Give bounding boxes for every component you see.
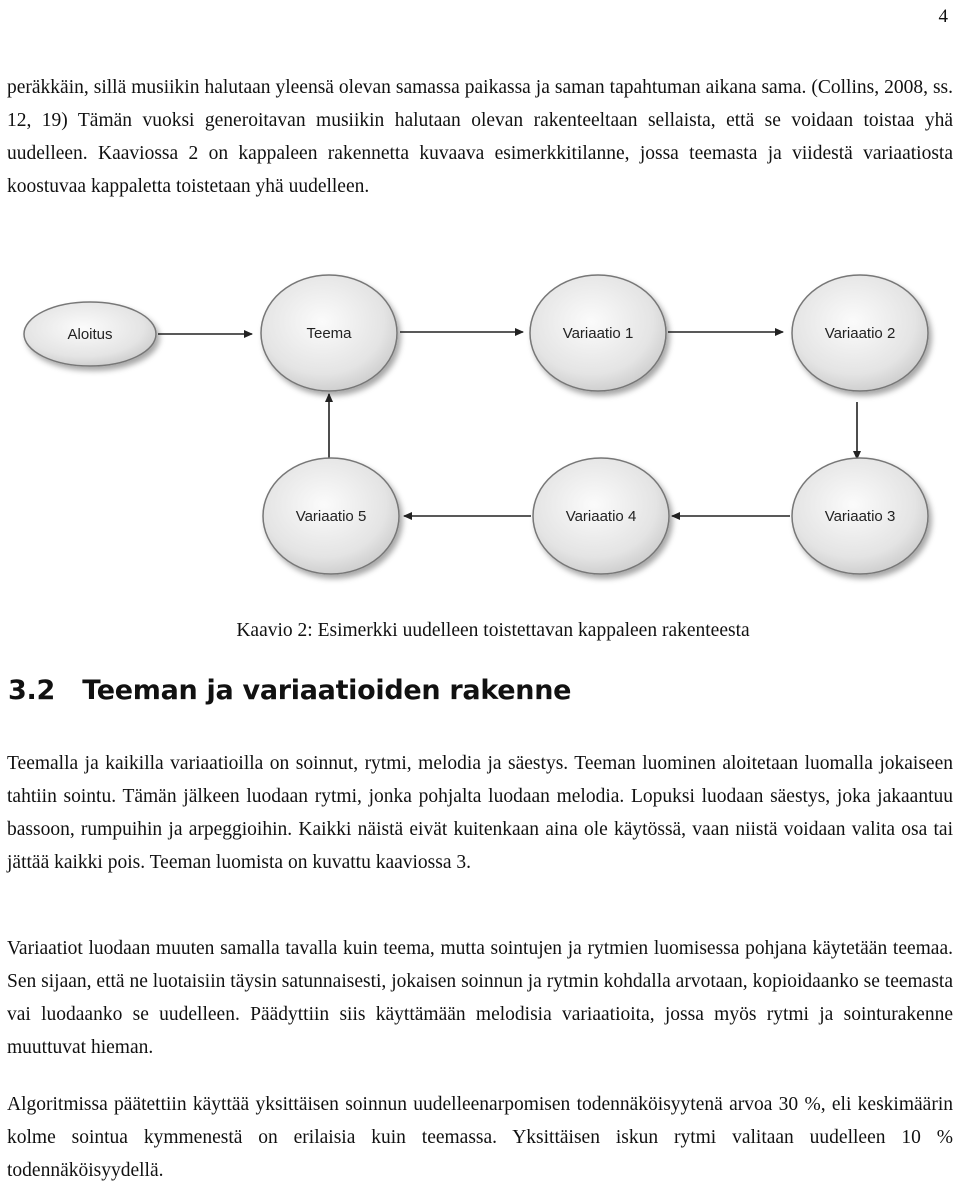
node-variation-5-label: Variaatio 5 (295, 508, 367, 525)
node-variation-3-label: Variaatio 3 (824, 508, 896, 525)
node-theme (261, 275, 397, 391)
node-variation-4-label: Variaatio 4 (565, 508, 637, 525)
paragraph-intro: peräkkäin, sillä musiikin halutaan yleensä olevan samassa paikassa ja saman tapahtuman aikana sama. (Collins, 2008, ss. 12, 19) Tämän vuoksi generoitavan musiikin halutaan olevan rakenteeltaan sellaista, että se voidaan toistaa yhä uudelleen. Kaaviossa 2 on kappaleen rakennetta kuvaava esimerkkitilanne, jossa teemasta ja viidestä variaatiosta koostuvaa kappaletta toistetaan yhä uudelleen. (7, 77, 953, 197)
structure-diagram (0, 270, 960, 610)
page-number: 4 (938, 6, 948, 27)
paragraph-theme: Teemalla ja kaikilla variaatioilla on soinnut, rytmi, melodia ja säestys. Teeman luominen aloitetaan luomalla jokaiseen tahtiin sointu. Tämän jälkeen luodaan rytmi, jonka pohjalta luodaan melodia. Lopuksi luodaan säestys, joka jakaantuu bassoon, rumpuihin ja arpeggioihin. Kaikki näistä eivät kuitenkaan aina ole käytössä, vaan niistä voidaan valita osa tai jättää kaikki pois. Teeman luomista on kuvattu kaaviossa 3. (7, 753, 953, 873)
node-variation-2 (792, 275, 928, 391)
node-variation-5 (263, 458, 399, 574)
node-variation-3 (792, 458, 928, 574)
section-heading: 3.2 Teeman ja variaatioiden rakenne (8, 675, 572, 706)
node-variation-4 (533, 458, 669, 574)
node-variation-2-label: Variaatio 2 (824, 325, 896, 342)
figure-caption-text: Kaavio 2: Esimerkki uudelleen toistettavan kappaleen rakenteesta (236, 620, 750, 641)
node-theme-label: Teema (306, 325, 352, 342)
node-start-label: Aloitus (67, 326, 113, 343)
node-variation-1-label: Variaatio 1 (562, 325, 634, 342)
node-start (24, 302, 156, 366)
paragraph-algorithm: Algoritmissa päätettiin käyttää yksittäisen soinnun uudelleenarpomisen todennäköisyytenä arvoa 30 %, eli keskimäärin kolme sointua kymmenestä on erilaisia kuin teemassa. Yksittäisen iskun rytmi valitaan uudelleen 10 % todennäköisyydellä. (7, 1094, 953, 1181)
paragraph-variations: Variaatiot luodaan muuten samalla tavalla kuin teema, mutta sointujen ja rytmien luomisessa pohjana käytetään teemaa. Sen sijaan, että ne luotaisiin täysin satunnaisesti, jokaisen soinnun ja rytmin kohdalla arvotaan, kopioidaanko se teemasta vai luodaanko se uudelleen. Päädyttiin siis käyttämään melodisia variaatioita, jossa myös rytmi ja sointurakenne muuttuvat hieman. (7, 938, 953, 1058)
node-variation-1 (530, 275, 666, 391)
figure-caption (0, 620, 946, 642)
